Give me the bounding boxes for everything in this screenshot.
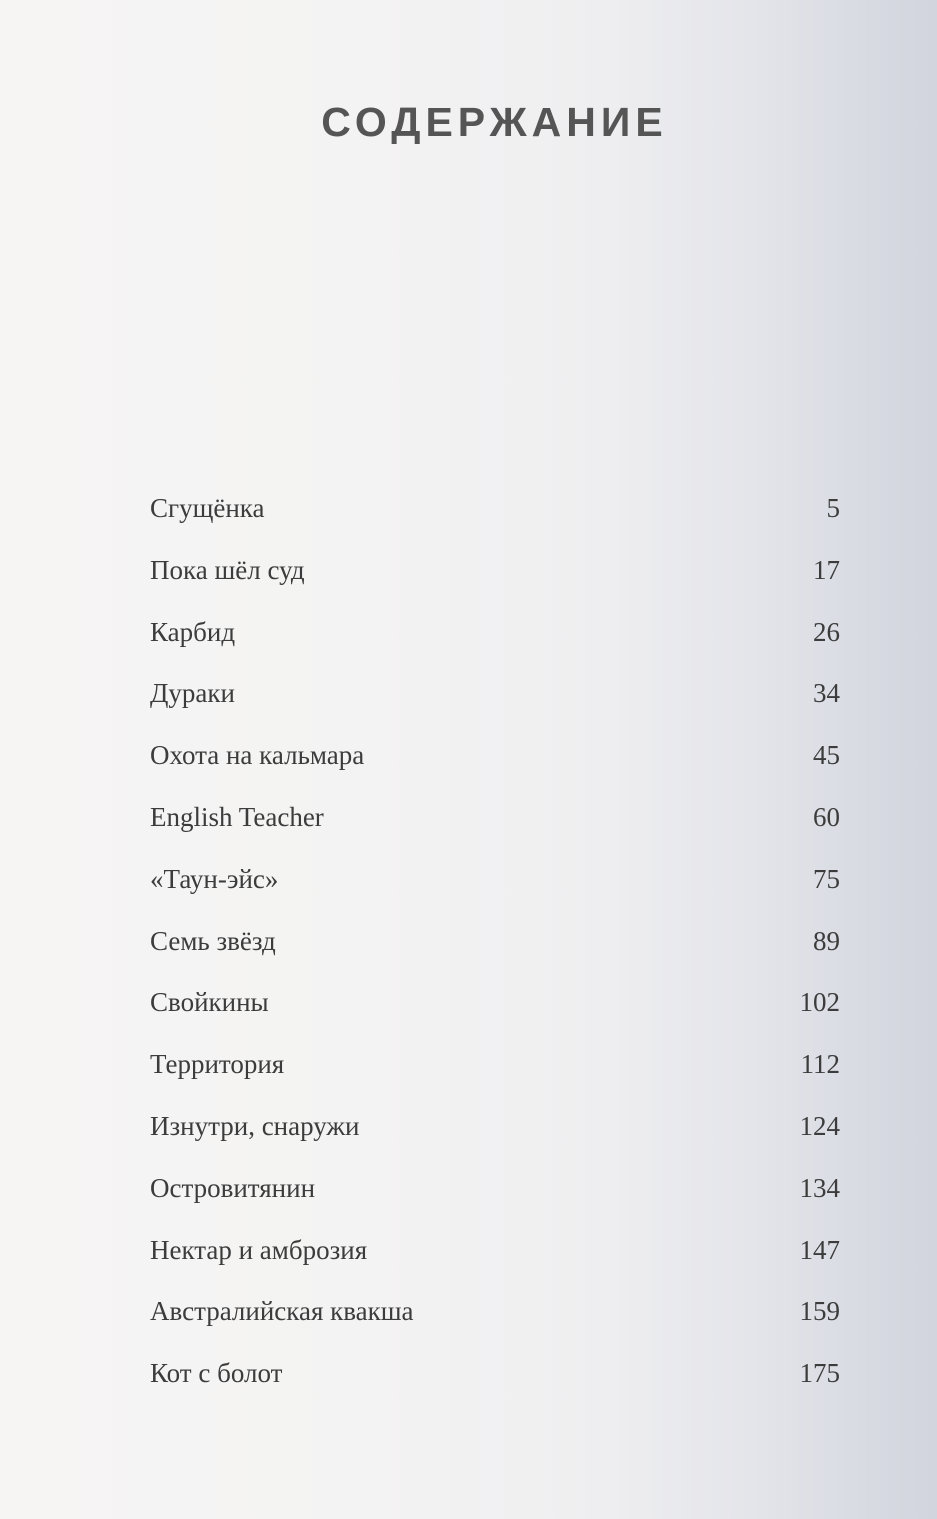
toc-entry-title: Семь звёзд (150, 925, 276, 956)
toc-entry (150, 729, 840, 791)
toc-entry (150, 667, 840, 729)
toc-entry-title: «Таун-эйс» (150, 863, 279, 894)
toc-entry-page: 124 (799, 1110, 840, 1141)
toc-entry (150, 915, 840, 977)
toc-entry-title: Сгущёнка (150, 493, 265, 523)
toc-entry-page: 45 (813, 740, 840, 771)
toc-entry-page: 89 (813, 925, 840, 956)
toc-entry-title: Территория (150, 1049, 285, 1080)
toc-entry-page: 26 (813, 616, 840, 647)
toc-entry (150, 1100, 840, 1162)
toc-entry-title: Австралийская квакша (150, 1296, 414, 1327)
toc-entry (150, 1162, 840, 1224)
toc-entry (150, 791, 840, 853)
toc-entry (150, 482, 840, 544)
table-of-contents (150, 482, 840, 1409)
toc-entry-page: 112 (800, 1049, 840, 1080)
toc-entry-page: 147 (799, 1234, 840, 1265)
toc-entry-page: 60 (813, 801, 840, 832)
toc-entry (150, 1285, 840, 1347)
toc-entry-page: 5 (826, 493, 840, 523)
toc-entry (150, 976, 840, 1038)
toc-entry-page: 175 (799, 1358, 840, 1389)
toc-entry (150, 544, 840, 606)
toc-entry (150, 1038, 840, 1100)
toc-entry-page: 134 (799, 1172, 840, 1203)
toc-entry-title: Нектар и амброзия (150, 1234, 368, 1265)
toc-entry (150, 606, 840, 668)
toc-entry-title: Свойкины (150, 987, 269, 1018)
page-title: СОДЕРЖАНИЕ (321, 99, 668, 145)
toc-entry-page: 159 (799, 1296, 840, 1327)
toc-entry-title: Островитянин (150, 1172, 316, 1203)
toc-entry-title: Пока шёл суд (150, 554, 305, 585)
toc-entry-title: Дураки (150, 678, 235, 709)
toc-entry-page: 34 (813, 678, 840, 709)
toc-entry-title: Карбид (150, 616, 236, 647)
toc-entry-title: English Teacher (150, 801, 324, 832)
toc-entry (150, 1347, 840, 1409)
toc-entry (150, 853, 840, 915)
toc-entry-title: Изнутри, снаружи (150, 1110, 360, 1141)
toc-entry-page: 17 (813, 554, 840, 585)
toc-entry-title: Охота на кальмара (150, 740, 365, 771)
toc-entry (150, 1224, 840, 1286)
toc-entry-page: 102 (799, 987, 840, 1018)
toc-entry-page: 75 (813, 863, 840, 894)
toc-entry-title: Кот с болот (150, 1358, 283, 1389)
